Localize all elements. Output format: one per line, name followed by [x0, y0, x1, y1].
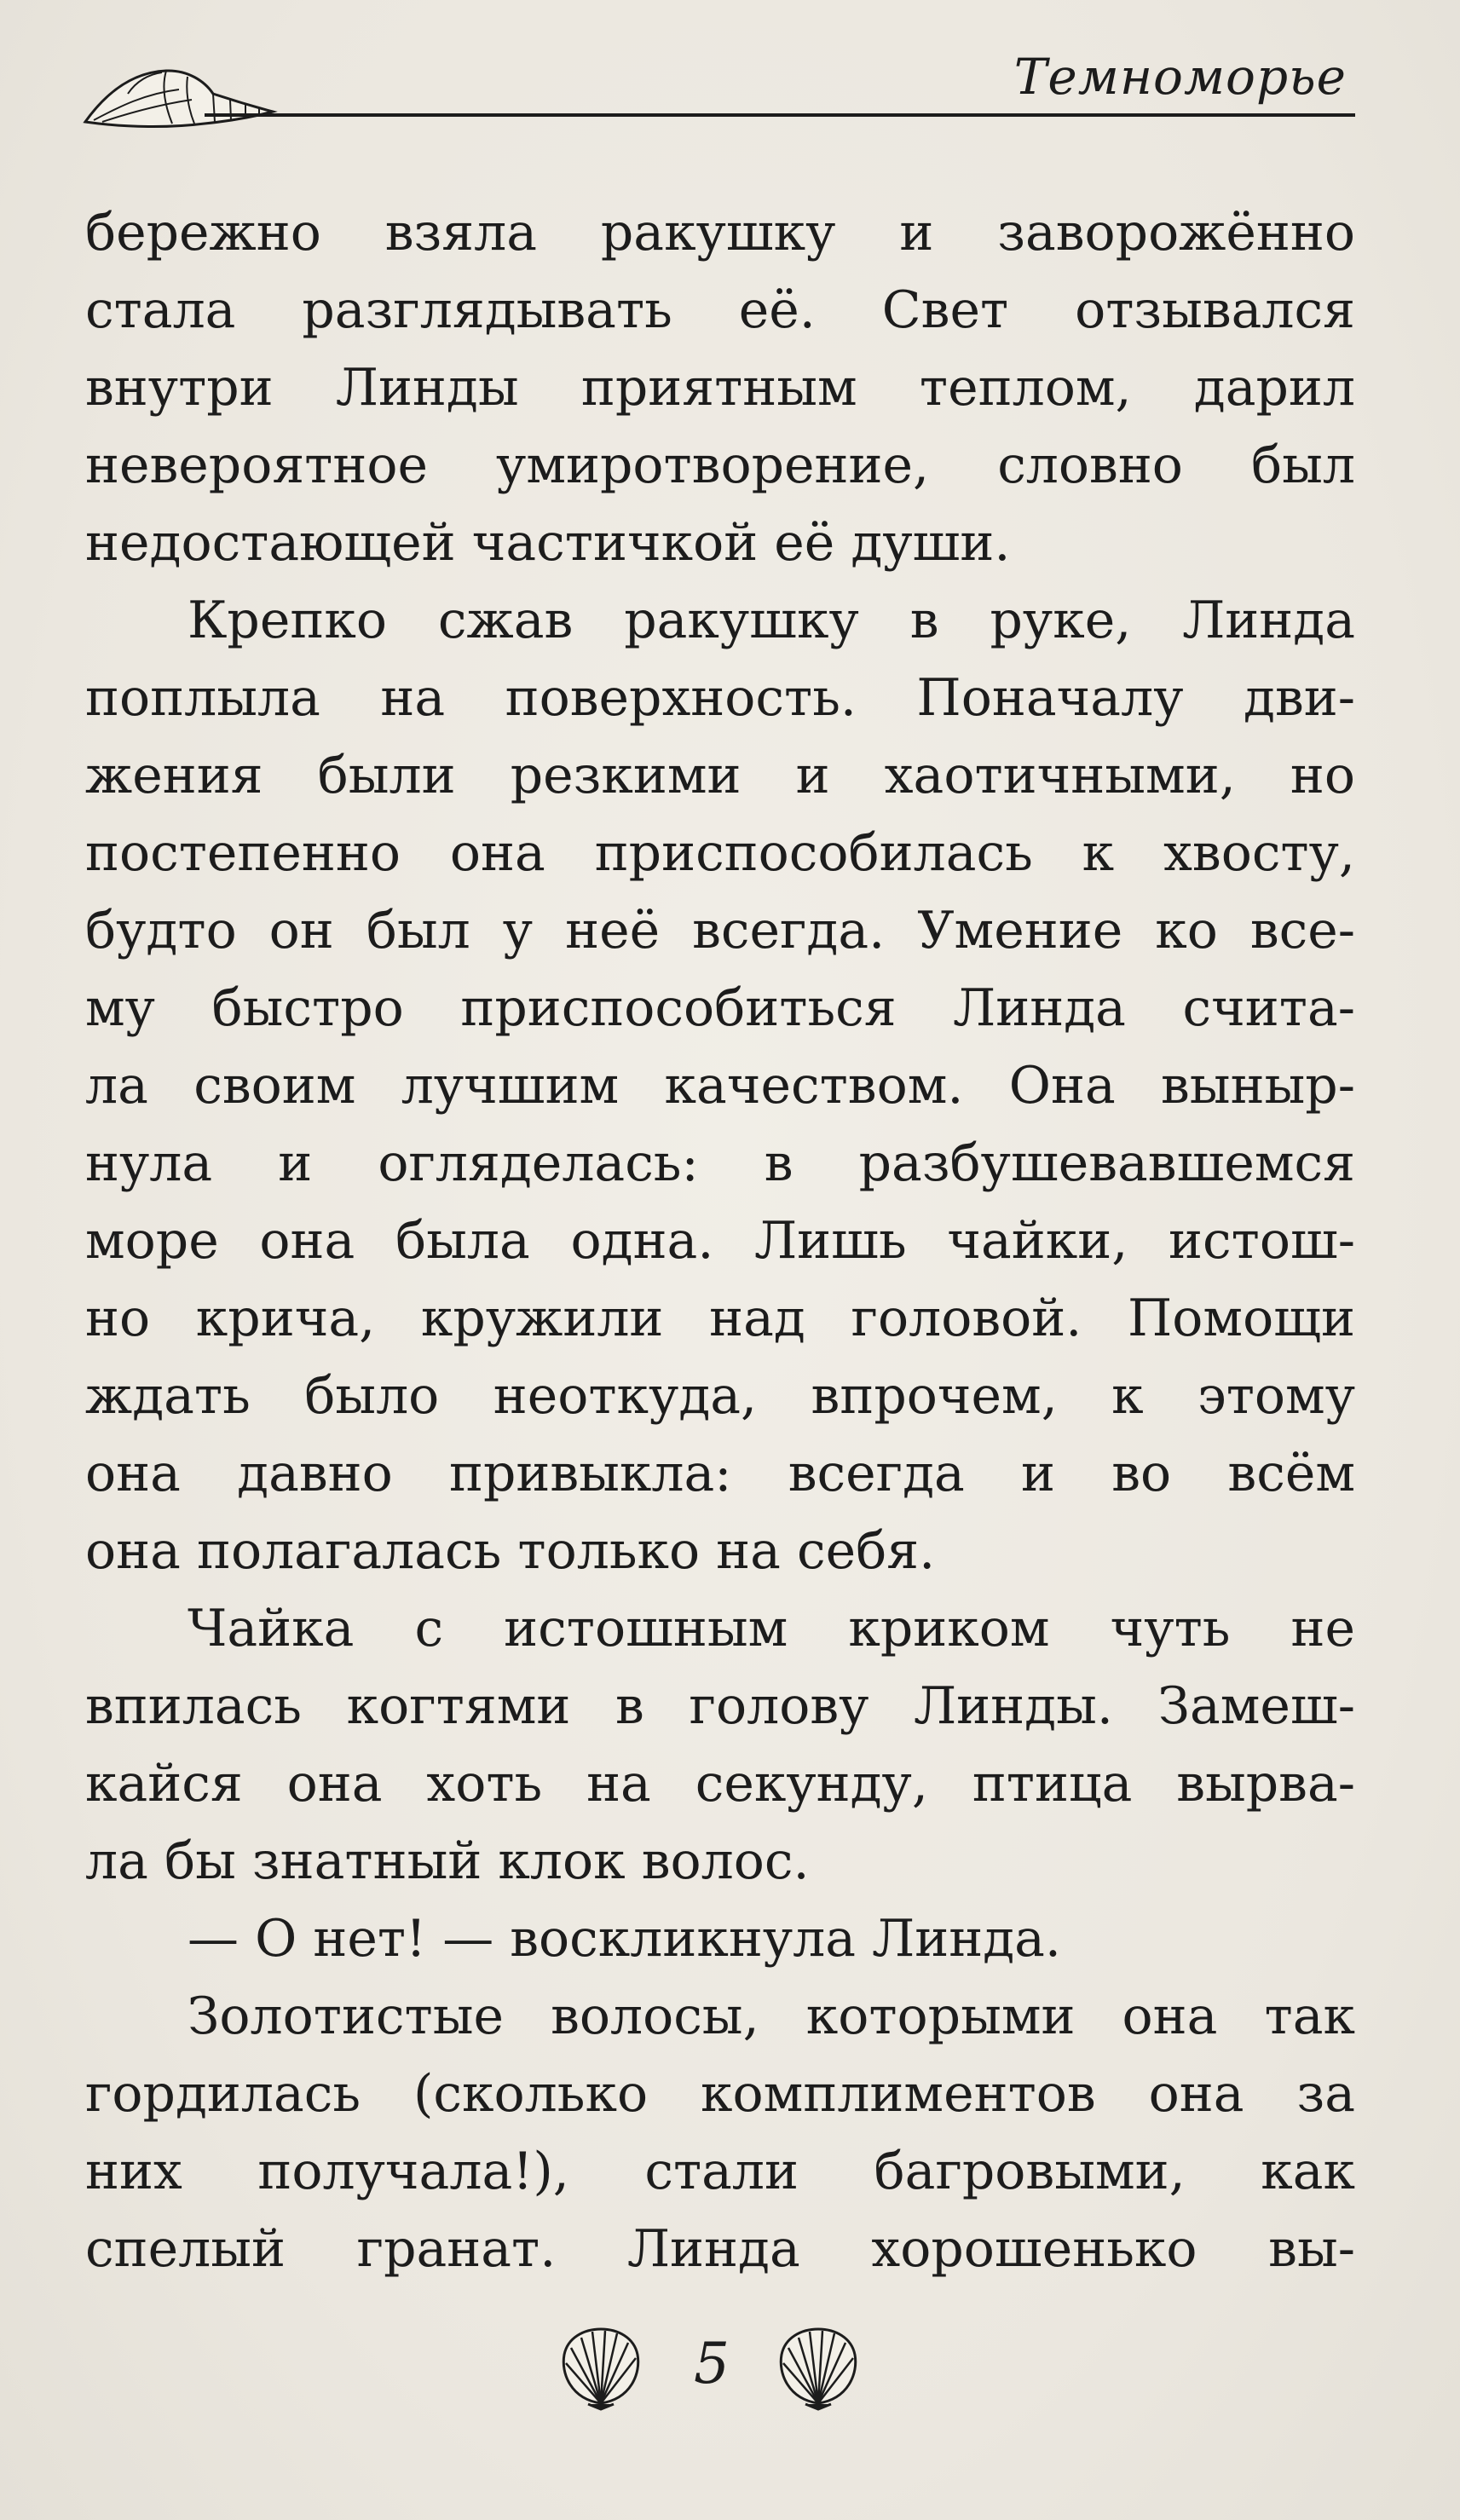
- text-line: ждать было неоткуда, впрочем, к этому: [85, 1366, 1355, 1426]
- text-line: Крепко сжав ракушку в руке, Линда: [188, 591, 1355, 650]
- text-line: бережно взяла ракушку и заворожённо: [85, 203, 1355, 262]
- page-footer: [0, 2314, 1460, 2425]
- text-line: внутри Линды приятным теплом, дарил: [85, 358, 1355, 418]
- paragraph: [85, 1900, 1355, 1978]
- body-text: [85, 194, 1355, 2288]
- text-line: ла бы знатный клок волос.: [85, 1831, 810, 1891]
- text-line: спелый гранат. Линда хорошенько вы-: [85, 2219, 1355, 2279]
- page-header: [77, 47, 1355, 149]
- text-line: она давно привыкла: всегда и во всём: [85, 1444, 1355, 1503]
- text-line: поплыла на поверхность. Поначалу дви-: [85, 668, 1355, 728]
- text-line: му быстро приспособиться Линда счита-: [85, 978, 1355, 1038]
- text-line: она полагалась только на себя.: [85, 1521, 936, 1581]
- text-line: будто он был у неё всегда. Умение ко все-: [85, 901, 1355, 960]
- text-line: Золотистые волосы, которыми она так: [188, 1987, 1355, 2046]
- text-line: но крича, кружили над головой. Помощи: [85, 1289, 1355, 1348]
- text-line: гордилась (сколько комплиментов она за: [85, 2064, 1355, 2124]
- text-line: стала разглядывать её. Свет отзывался: [85, 280, 1355, 340]
- seashell-icon: [77, 47, 315, 149]
- paragraph: [85, 194, 1355, 582]
- paragraph: [85, 582, 1355, 1590]
- paragraph: [85, 1978, 1355, 2288]
- text-line: недостающей частичкой её души.: [85, 513, 1011, 573]
- dialogue-line: — О нет! — воскликнула Линда.: [188, 1909, 1061, 1969]
- text-line: постепенно она приспособилась к хвосту,: [85, 823, 1355, 883]
- text-line: Чайка с истошным криком чуть не: [188, 1599, 1355, 1658]
- scallop-shell-icon: [554, 2322, 648, 2412]
- text-line: впилась когтями в голову Линды. Замеш-: [85, 1676, 1355, 1736]
- text-line: море она была одна. Лишь чайки, истош-: [85, 1211, 1355, 1271]
- text-line: кайся она хоть на секунду, птица вырва-: [85, 1754, 1355, 1814]
- scallop-shell-icon: [771, 2322, 865, 2412]
- text-line: ла своим лучшим качеством. Она выныр-: [85, 1056, 1355, 1116]
- text-line: нула и огляделась: в разбушевавшемся: [85, 1133, 1355, 1193]
- page-number: 5: [694, 2331, 730, 2396]
- paragraph: [85, 1590, 1355, 1900]
- text-line: невероятное умиротворение, словно был: [85, 435, 1355, 495]
- header-rule: [205, 113, 1355, 117]
- running-title: Темноморье: [1013, 48, 1347, 106]
- text-line: них получала!), стали багровыми, как: [85, 2142, 1355, 2201]
- text-line: жения были резкими и хаотичными, но: [85, 746, 1355, 805]
